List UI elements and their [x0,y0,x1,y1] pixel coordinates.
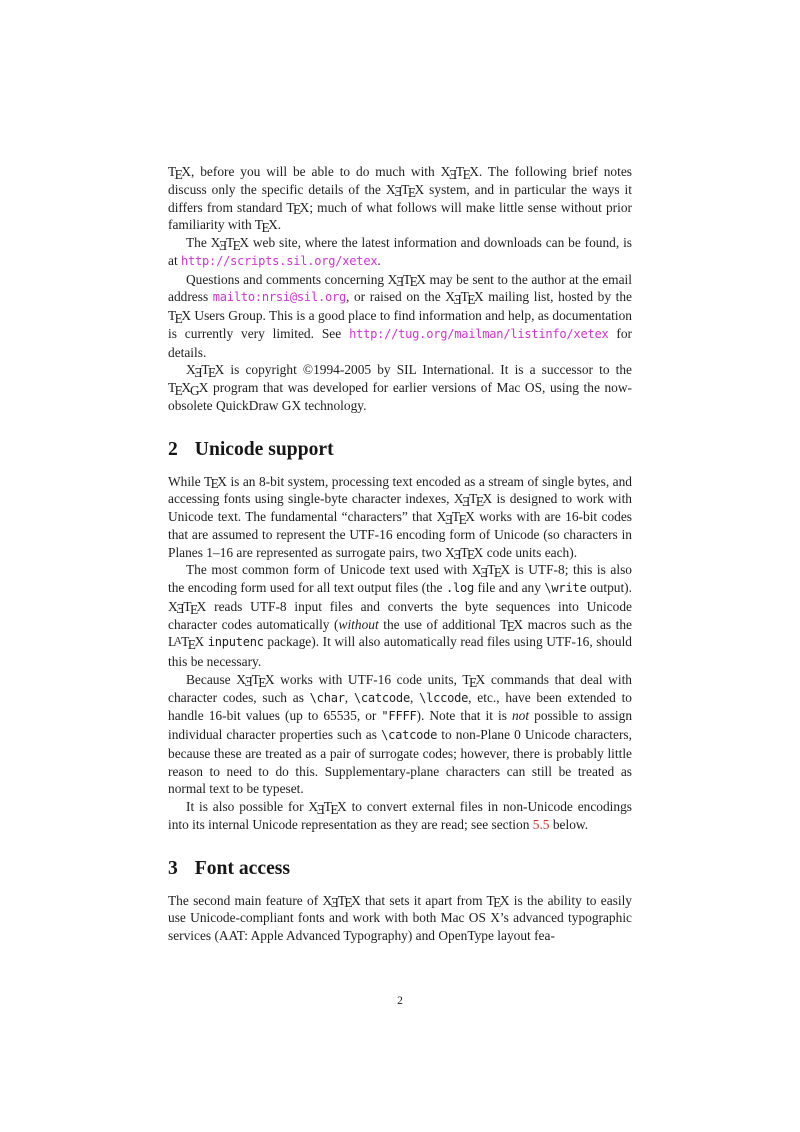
tex-logo-letter: E [210,476,219,492]
text-run: may be sent to the author at the email address [168,271,632,305]
xetex-logo-letter: Ǝ [219,237,228,253]
text-run: to non-Plane 0 Unicode characters, because these are treated as a pair of surrogate codes; however, there is probably little reason to need to do this. Supplementary-plane characters can still be treated as normal text to be typeset. [168,727,632,797]
code-run: \catcode [353,690,410,705]
text-run: reads UTF-8 input files and converts the byte sequences into Unicode character codes automatically ( [168,598,632,632]
text-run: The most common form of Unicode text used with [186,562,472,578]
xetex-logo: XƎTEX [186,362,225,381]
xetex-logo: XƎTEX [168,598,207,617]
code-run: \char [309,690,345,705]
xetex-logo-letter: Ǝ [480,564,489,580]
texgx-logo: TEXGX [168,380,209,398]
text-run: is copyright ©1994-2005 by SIL International. It is a successor to the [224,362,632,378]
tex-logo: TEX [254,217,278,236]
text-block [168,163,632,945]
url-link[interactable]: http://tug.org/mailman/listinfo/xetex [349,326,609,341]
emphasis-run: not [511,708,530,724]
text-run: . [377,252,381,268]
section-heading [168,858,632,880]
xetex-logo: XƎTEX [471,562,511,581]
xetex-logo-letter: E [475,494,484,510]
xetex-logo-letter: E [258,674,267,690]
texgx-logo-letter: G [190,382,200,398]
xetex-logo-letter: E [207,365,217,381]
text-run: The [186,235,211,250]
text-run: macros such as the [523,616,632,632]
xetex-logo-letter: E [409,274,418,290]
text-run: code units each). [483,544,578,560]
code-run: inputenc [207,635,264,650]
text-run: Because [186,671,237,687]
tex-logo-letter: E [174,166,183,182]
text-run: ). Note that it is [416,708,512,724]
text-run: commands that deal with character codes, such as [168,671,632,705]
tex-logo: TEX [168,308,191,326]
xetex-logo-letter: Ǝ [396,274,405,290]
text-run: mailing list, hosted by the [483,289,632,305]
xetex-logo: XƎTEX [385,181,425,200]
text-run: . The following brief notes discuss only the specific details of the [168,164,632,197]
text-run: is the ability to easily use Unicode-compliant fonts and work with both Mac OS X’s advanced typographic services (AAT: Apple Advanced Typography) and OpenType layout fea- [168,892,632,943]
text-run: The second main feature of [168,892,323,908]
section-number: 2 [168,438,178,460]
xetex-logo-letter: E [467,292,476,308]
text-run: While [168,473,204,489]
paragraph [168,671,632,798]
url-link[interactable]: http://scripts.sil.org/xetex [181,253,378,268]
text-run: to convert external files in non-Unicode encodings into its internal Unicode representation as they are read; see section [168,799,632,832]
text-run: is an 8-bit system, processing text encoded as a stream of single bytes, and accessing fonts using single-byte character indexes, [168,473,632,507]
text-run: , etc., have been extended to handle 16-bit values (up to 65535, or [168,689,632,724]
text-run: Users Group. This is a good place to find information and help, as documentation is currently very limited. See [168,308,632,341]
text-run: is designed to work with Unicode text. The fundamental “characters” that [168,491,633,524]
xetex-logo-letter: E [344,895,353,911]
paragraph [168,361,632,414]
xetex-logo-letter: Ǝ [194,364,203,380]
page-number: 2 [397,995,403,1007]
text-run: Questions and comments concerning [186,271,388,287]
paragraph [168,473,632,562]
text-run: below. [549,816,589,832]
tex-logo: TEX [462,671,486,690]
url-link[interactable]: mailto:nrsi@sil.org [212,290,347,305]
xetex-logo-letter: Ǝ [448,166,458,182]
xetex-logo-letter: Ǝ [330,895,339,911]
tex-logo-letter: E [292,202,302,218]
xetex-logo-letter: Ǝ [394,184,403,200]
text-run: works with UTF-16 code units, [274,671,463,687]
text-run: program that was developed for earlier versions of Mac OS, using the now-obsolete QuickDraw GX technology. [168,380,632,413]
xetex-logo: XƎTEX [236,671,275,690]
xetex-logo: XƎTEX [308,799,347,817]
paragraph [168,892,632,945]
xetex-logo: XƎTEX [387,271,426,290]
xetex-logo: XƎTEX [453,491,493,510]
tex-logo-letter: E [174,310,183,326]
xetex-logo-letter: Ǝ [453,547,462,563]
text-run: , [344,689,354,705]
xetex-logo-letter: Ǝ [444,511,454,527]
text-run: possible to assign individual character properties such as [168,708,633,742]
text-run: that sets it apart from [360,892,487,908]
xetex-logo: XƎTEX [210,235,249,253]
xetex-logo-letter: E [493,565,503,581]
text-run: system, and in particular the ways it differs from standard [168,181,632,215]
xetex-logo-letter: E [407,184,417,200]
xetex-logo-letter: Ǝ [244,674,253,690]
tex-logo-letter: E [493,895,502,911]
tex-logo-letter: E [469,674,478,690]
text-run: web site, where the latest information and downloads can be found, is at [168,235,632,268]
paragraph [168,234,632,271]
text-run: the use of additional [378,616,501,632]
texgx-logo-letter: E [174,382,183,398]
xetex-logo-letter: Ǝ [462,493,471,509]
xetex-logo-letter: Ǝ [316,801,325,817]
tex-logo: TEX [486,892,510,911]
latex-logo-letter: E [187,637,196,653]
xetex-logo: XƎTEX [436,509,475,527]
tex-logo: TEX [203,473,227,492]
section-title: Font access [194,857,291,879]
text-run: file and any [473,580,545,595]
xetex-logo-letter: E [458,511,467,527]
latex-logo-letter: A [174,635,182,647]
xetex-logo-letter: E [467,547,476,563]
paragraph [168,163,632,234]
xetex-logo-letter: E [462,166,471,182]
xetex-logo-letter: Ǝ [176,601,185,617]
text-run: is UTF-8; this is also the encoding form used for all text output files (the [168,562,632,595]
latex-logo: $L^ATEX$ [168,634,205,653]
code-run: \write [544,581,587,595]
text-run: , before you will be able to do much with [190,164,441,179]
code-run: \catcode [381,728,438,742]
text-run: , [409,689,420,705]
section-heading [168,439,632,461]
tex-logo: TEX [500,616,524,635]
xetex-logo: XƎTEX [445,544,484,563]
xetex-logo-letter: Ǝ [453,291,462,307]
code-run: \lccode [419,690,469,705]
paragraph [168,271,632,362]
xetex-logo-letter: E [189,601,199,617]
text-run: ; much of what follows will make little sense without prior familiarity with [168,199,632,233]
paragraph [168,798,632,834]
text-run: , or raised on the [346,289,446,305]
code-run: .log [445,581,474,595]
section-ref-link[interactable]: 5.5 [532,816,550,832]
text-run: package). It will also automatically read files using UTF-16, should this be necessary. [168,634,632,669]
xetex-logo: XƎTEX [445,289,484,308]
emphasis-run: without [338,616,379,632]
text-run: . [277,217,282,233]
text-run: It is also possible for [186,799,309,814]
xetex-logo-letter: E [232,237,241,253]
section-title: Unicode support [194,438,334,460]
tex-logo: TEX [286,199,310,218]
xetex-logo: XƎTEX [322,892,361,911]
xetex-logo: XƎTEX [440,164,479,182]
paragraph [168,561,632,671]
tex-logo-letter: E [261,220,270,236]
code-run: "FFFF [381,709,417,724]
text-run: output). [586,580,632,595]
xetex-logo-letter: E [330,801,339,817]
section-number: 3 [168,857,178,879]
text-run: works with are 16-bit codes that are assumed to represent the UTF-16 encoding form of Unicode (so characters in Planes 1–16 are represented as surrogate pairs, two [168,509,632,560]
text-run: for details. [168,325,632,360]
tex-logo: TEX [168,164,191,182]
tex-logo-letter: E [506,619,515,635]
